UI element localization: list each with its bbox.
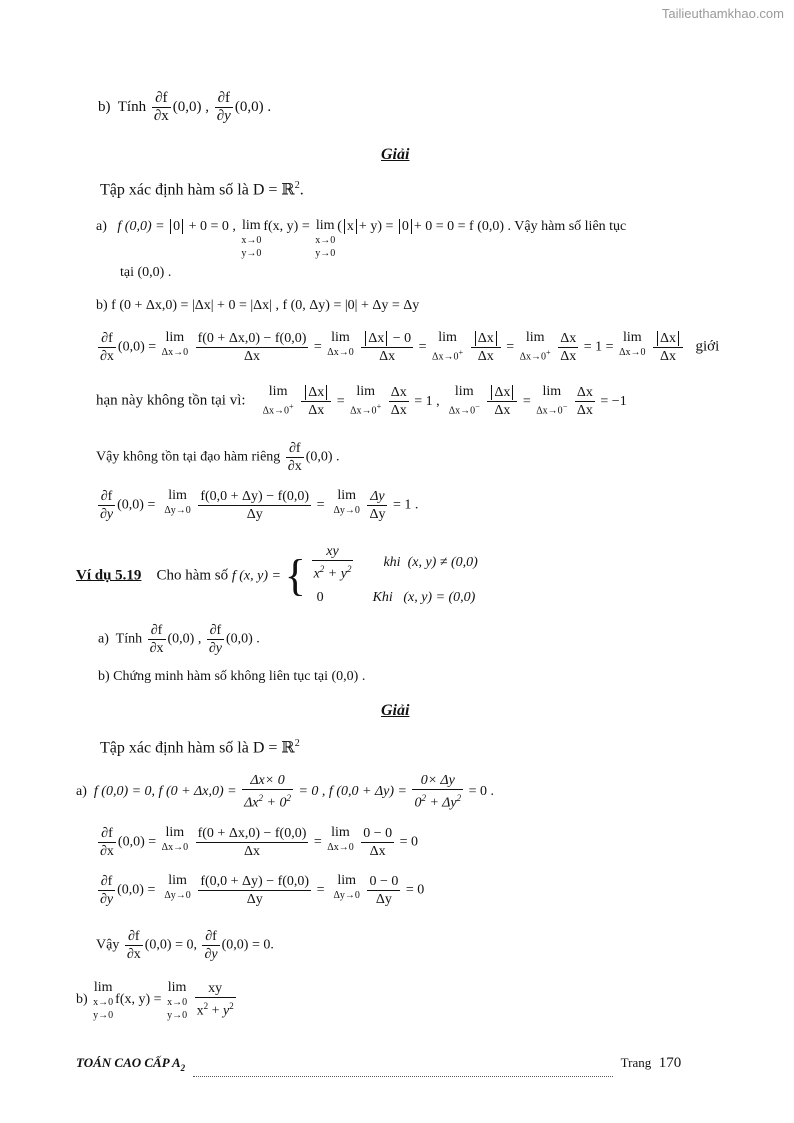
conclusion-2: Vậy $\frac{\partial f}{\partial x}$ (0,0) = 0, $\frac{\partial f}{\partial y}$ (0,0) = 0. — [96, 929, 274, 962]
sol-partial-y: $\frac{\partial f}{\partial y}$ (0,0) = lim Δy→0 $\frac{f(0,0 + \Delta y) - f(0,0)}{\Delta y}$ = lim Δy→0 $\frac{0 - 0}{\Delta y}$ = 0 — [100, 873, 425, 907]
not-exist-line: hạn này không tồn tại vì: lim Δx→0+ $\frac{\Delta x}{\Delta x}$ = lim Δx→0+ $\frac{\Delta x}{\Delta x}$ = 1 , lim Δx→0− $\frac{\Delta x}{\Delta x}$ = lim Δx→0− $\frac{\Delta x}{\Delta x}$ = −1 — [96, 384, 627, 418]
sol-a-line: a) f (0,0) = 0, f (0 + Δx,0) = $\frac{\Delta x\times 0}{\Delta x^2 + 0^2}$ = 0 , f (0,0 + Δy) = $\frac{0\times \Delta y}{0^2 + \Delta y^2}$ = 0 . — [76, 773, 495, 811]
sol-partial-x: $\frac{\partial f}{\partial x}$ (0,0) = lim Δx→0 $\frac{f(0 + \Delta x,0) - f(0,0)}{\Delta x}$ = lim Δx→0 $\frac{0 - 0}{\Delta x}$ = 0 — [100, 825, 419, 859]
watermark: Tailieuthamkhao.com — [661, 6, 784, 21]
domain-line: Tập xác định hàm số là D = ℝ$^2$. — [100, 180, 304, 199]
conclusion-1: Vậy không tồn tại đạo hàm riêng $\frac{\partial f}{\partial x}$ (0,0) . — [96, 441, 340, 474]
page-number: 170 — [658, 1055, 682, 1071]
exercise-b-line: b) Tính $\frac{\partial f}{\partial x}$ (0,0) , $\frac{\partial f}{\partial y}$ (0,0) . — [98, 90, 272, 124]
part-a-line2: tại (0,0) . — [120, 265, 172, 280]
sol-b-line: b) lim x→0 y→0 f(x, y) = lim x→0 y→0 $\frac{xy}{x^2 + y^2}$ — [76, 980, 234, 1021]
item-text: Tính — [117, 98, 147, 115]
domain-line-2: Tập xác định hàm số là D = ℝ$^2$ — [100, 738, 300, 757]
footer-dots — [193, 1076, 613, 1077]
footer-title: TOÁN CAO CẤP A — [76, 1055, 181, 1070]
example-line: Ví dụ 5.19 Cho hàm số f (x, y) = { $\frac{xy}{x^2 + y^2}$ khi (x, y) ≠ (0,0) 0 Khi (x, y) = (0,0) — [76, 544, 478, 605]
part-b-line: b) f (0 + Δx,0) = |Δx| + 0 = |Δx| , f (0, Δy) = |0| + Δy = Δy — [96, 298, 420, 313]
partial-y-derivation: $\frac{\partial f}{\partial y}$ (0,0) = lim Δy→0 $\frac{f(0,0 + \Delta y) - f(0,0)}{\Delta y}$ = lim Δy→0 $\frac{\Delta y}{\Delta y}$ = 1 . — [100, 488, 419, 522]
ex-a-line: a) Tính $\frac{\partial f}{\partial x}$ (0,0) , $\frac{\partial f}{\partial y}$ (0,0) . — [98, 623, 260, 656]
part-a-line: a) f (0,0) = 0 + 0 = 0 , lim x→0 y→0 f(x, y) = lim x→0 y→0 ( x + y) = 0 + 0 = 0 = f (0,0) . Vậy hàm số liên tục — [96, 218, 627, 259]
example-title: Ví dụ 5.19 — [76, 567, 142, 584]
ex-b-line: b) Chứng minh hàm số không liên tục tại (0,0) . — [98, 669, 366, 684]
solution-heading: Giải — [381, 146, 410, 163]
partial-x-derivation: $\frac{\partial f}{\partial x}$ (0,0) = lim Δx→0 $\frac{f(0 + \Delta x,0) - f(0,0)}{\Delta x}$ = lim Δx→0 $\frac{\Delta x - 0}{\Delta x}$ = lim Δx→0+ $\frac{\Delta x}{\Delta x}$ = lim Δx→0+ $\frac{\Delta x}{\Delta x}$ = 1 = lim Δx→0 $\frac{\Delta x}{\Delta x}$ giới — [100, 330, 720, 364]
footer: TOÁN CAO CẤP $A_2$ Trang 170 — [76, 1054, 681, 1077]
item-label: b) — [98, 98, 111, 115]
solution-heading-2: Giải — [381, 702, 410, 719]
